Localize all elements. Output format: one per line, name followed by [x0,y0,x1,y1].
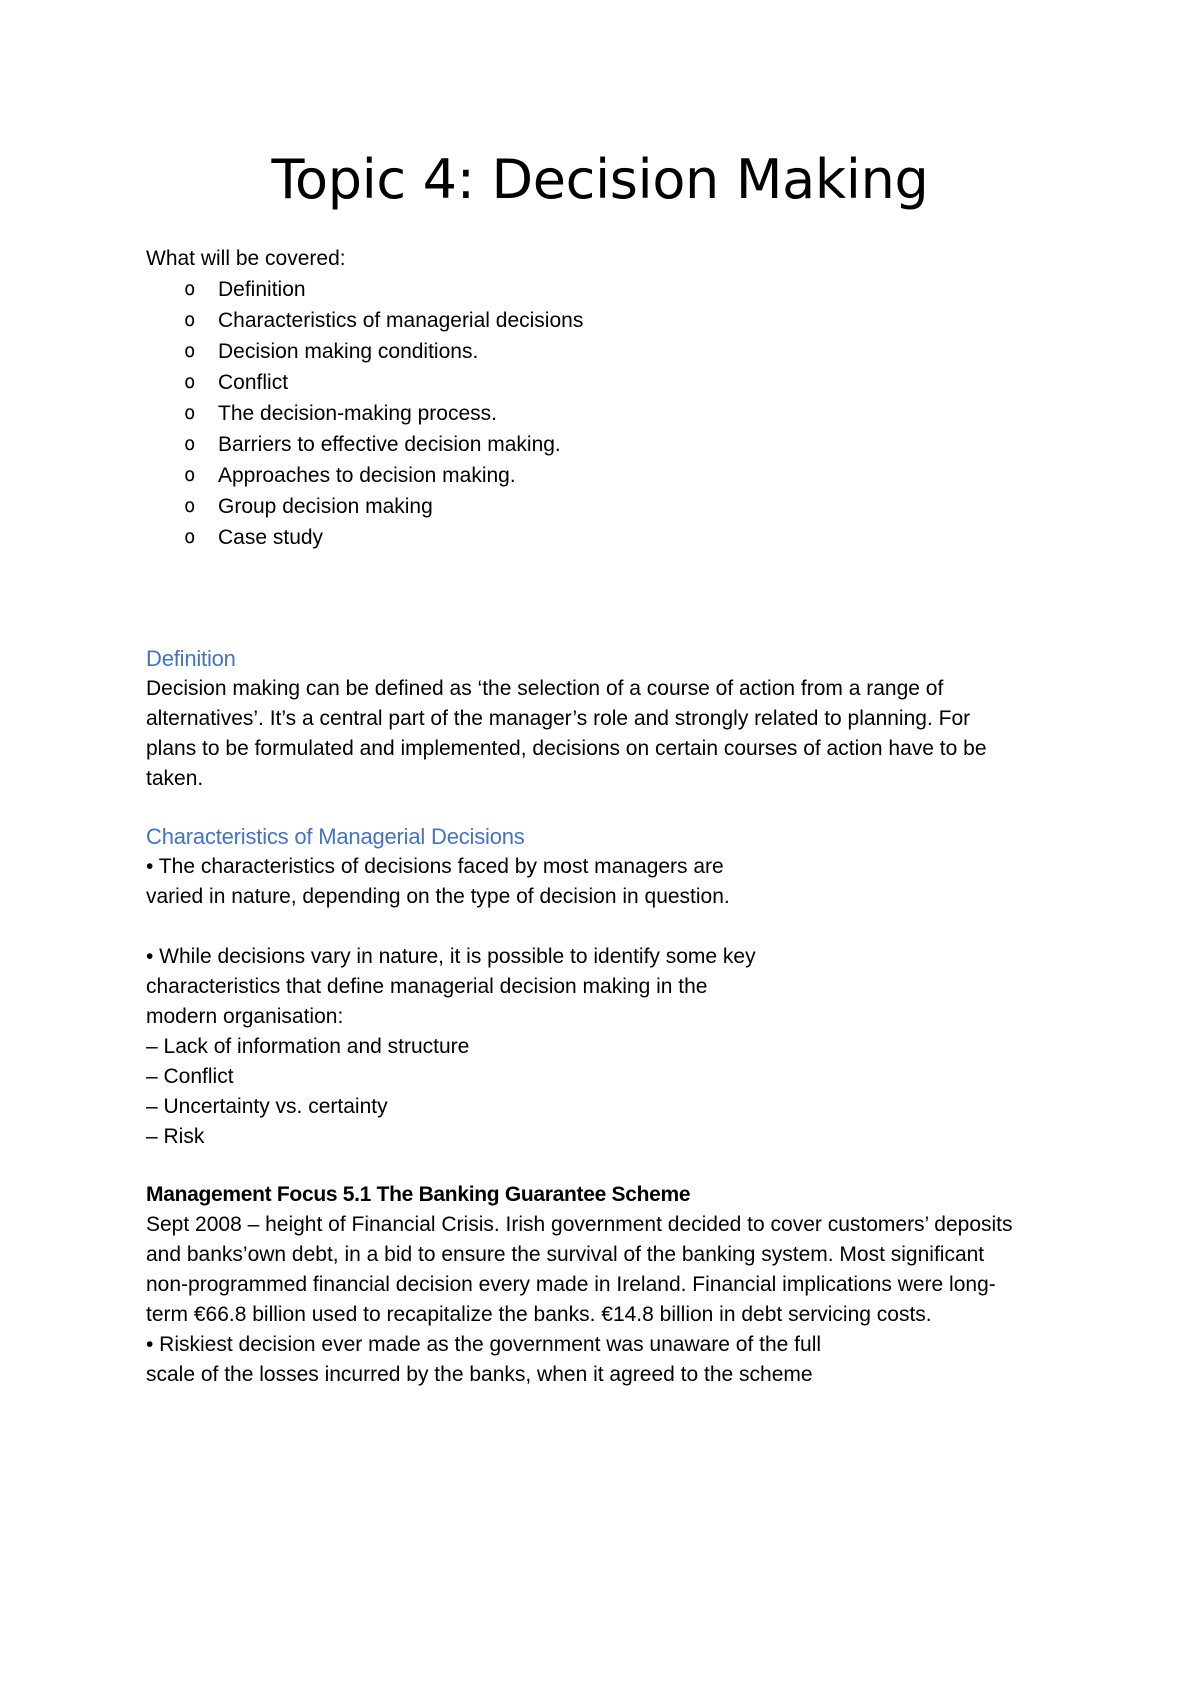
list-item-text: Case study [218,526,324,549]
list-bullet: o [184,433,196,455]
characteristics-paragraph-2 [146,942,1076,1152]
text-line: varied in nature, depending on the type of decision in question. [146,885,730,908]
list-item [146,367,1076,398]
list-item [146,522,1076,553]
list-item-text: Definition [218,278,306,301]
text-line: • The characteristics of decisions faced by most managers are [146,855,724,878]
list-item-text: Group decision making [218,495,433,518]
list-bullet: o [184,278,196,300]
characteristics-heading: Characteristics of Managerial Decisions [146,824,525,849]
list-item [146,274,1076,305]
management-focus-heading: Management Focus 5.1 The Banking Guarantee Scheme [146,1183,691,1206]
list-item-text: Characteristics of managerial decisions [218,309,584,332]
covered-list [146,274,1076,553]
document-body [146,244,1076,1390]
management-focus-paragraph [146,1210,1076,1390]
text-line: modern organisation: [146,1005,344,1028]
list-item [146,491,1076,522]
text-line: plans to be formulated and implemented, decisions on certain courses of action have to be [146,737,987,760]
covered-label: What will be covered: [146,247,346,270]
list-item [146,336,1076,367]
text-line: – Uncertainty vs. certainty [146,1095,388,1118]
list-item-text: Approaches to decision making. [218,464,516,487]
list-item-text: Decision making conditions. [218,340,479,363]
list-bullet: o [184,495,196,517]
list-item [146,398,1076,429]
definition-heading: Definition [146,646,236,671]
text-line: Decision making can be defined as ‘the selection of a course of action from a range of [146,677,944,700]
text-line: – Risk [146,1125,205,1148]
list-item [146,429,1076,460]
list-item-text: The decision-making process. [218,402,497,425]
text-line: term €66.8 billion used to recapitalize the banks. €14.8 billion in debt servicing costs. [146,1303,932,1326]
list-bullet: o [184,309,196,331]
text-line: – Lack of information and structure [146,1035,470,1058]
text-line: taken. [146,767,204,790]
list-item-text: Conflict [218,371,289,394]
list-bullet: o [184,340,196,362]
list-bullet: o [184,526,196,548]
text-line: and banks’own debt, in a bid to ensure the survival of the banking system. Most significant [146,1243,985,1266]
text-line: characteristics that define managerial decision making in the [146,975,708,998]
list-bullet: o [184,464,196,486]
list-item-text: Barriers to effective decision making. [218,433,561,456]
list-bullet: o [184,371,196,393]
list-item [146,460,1076,491]
characteristics-paragraph-1 [146,852,1076,912]
list-item [146,305,1076,336]
page-title: Topic 4: Decision Making [271,148,929,211]
text-line: Sept 2008 – height of Financial Crisis. Irish government decided to cover customers’ deposits [146,1213,1013,1236]
text-line: non-programmed financial decision every made in Ireland. Financial implications were long- [146,1273,996,1296]
text-line: • Riskiest decision ever made as the government was unaware of the full [146,1333,822,1356]
text-line: • While decisions vary in nature, it is possible to identify some key [146,945,756,968]
text-line: – Conflict [146,1065,234,1088]
text-line: alternatives’. It’s a central part of the manager’s role and strongly related to planning. For [146,707,971,730]
definition-paragraph [146,674,1076,794]
text-line: scale of the losses incurred by the banks, when it agreed to the scheme [146,1363,813,1386]
list-bullet: o [184,402,196,424]
